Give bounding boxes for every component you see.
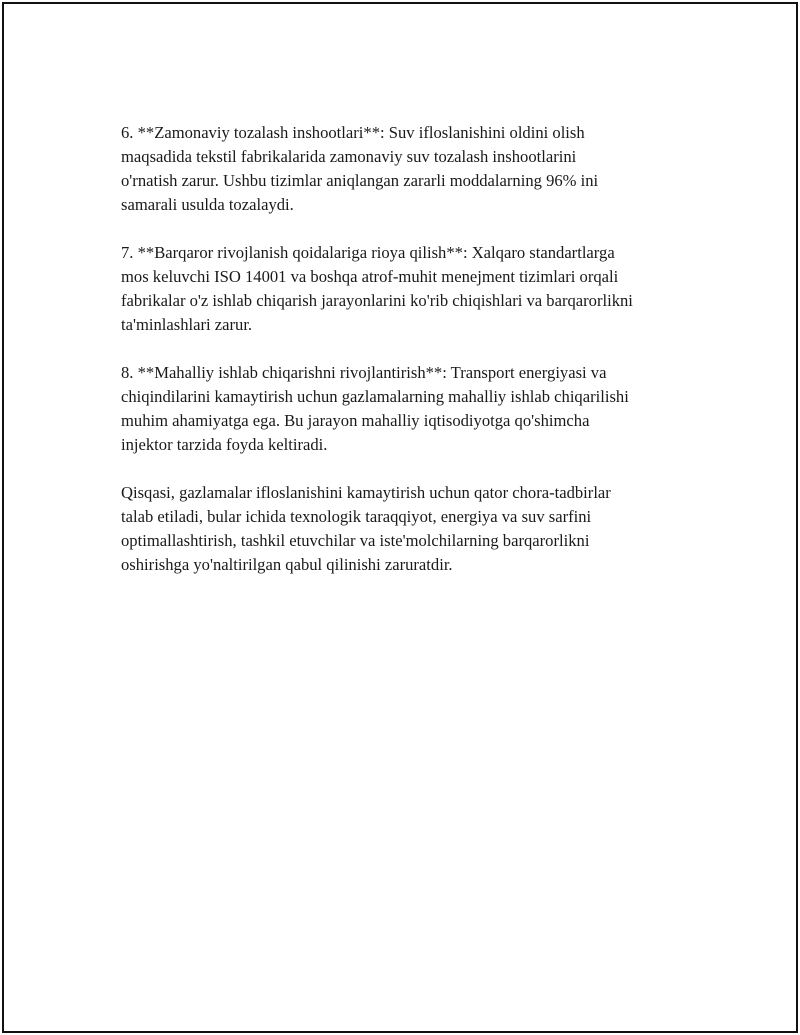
text-line: chiqindilarini kamaytirish uchun gazlamalarning mahalliy ishlab chiqarilishi bbox=[121, 387, 629, 406]
document-body bbox=[121, 121, 701, 601]
text-line: fabrikalar o'z ishlab chiqarish jarayonlarini ko'rib chiqishlari va barqarorlikni bbox=[121, 291, 633, 310]
text-line: 8. **Mahalliy ishlab chiqarishni rivojlantirish**: Transport energiyasi va bbox=[121, 363, 607, 382]
text-line: ta'minlashlari zarur. bbox=[121, 315, 253, 334]
text-line: talab etiladi, bular ichida texnologik taraqqiyot, energiya va suv sarfini bbox=[121, 507, 592, 526]
text-line: injektor tarzida foyda keltiradi. bbox=[121, 435, 328, 454]
paragraph-item-6 bbox=[121, 121, 701, 217]
paragraph-conclusion bbox=[121, 481, 701, 577]
text-line: 7. **Barqaror rivojlanish qoidalariga rioya qilish**: Xalqaro standartlarga bbox=[121, 243, 615, 262]
paragraph-item-7 bbox=[121, 241, 701, 337]
text-line: optimallashtirish, tashkil etuvchilar va iste'molchilarning barqarorlikni bbox=[121, 531, 590, 550]
text-line: samarali usulda tozalaydi. bbox=[121, 195, 294, 214]
text-line: oshirishga yo'naltirilgan qabul qilinishi zaruratdir. bbox=[121, 555, 453, 574]
text-line: mos keluvchi ISO 14001 va boshqa atrof-muhit menejment tizimlari orqali bbox=[121, 267, 619, 286]
text-line: Qisqasi, gazlamalar ifloslanishini kamaytirish uchun qator chora-tadbirlar bbox=[121, 483, 611, 502]
paragraph-item-8 bbox=[121, 361, 701, 457]
text-line: muhim ahamiyatga ega. Bu jarayon mahalliy iqtisodiyotga qo'shimcha bbox=[121, 411, 590, 430]
page-frame bbox=[2, 2, 798, 1033]
text-line: 6. **Zamonaviy tozalash inshootlari**: Suv ifloslanishini oldini olish bbox=[121, 123, 585, 142]
text-line: o'rnatish zarur. Ushbu tizimlar aniqlangan zararli moddalarning 96% ini bbox=[121, 171, 599, 190]
text-line: maqsadida tekstil fabrikalarida zamonaviy suv tozalash inshootlarini bbox=[121, 147, 577, 166]
